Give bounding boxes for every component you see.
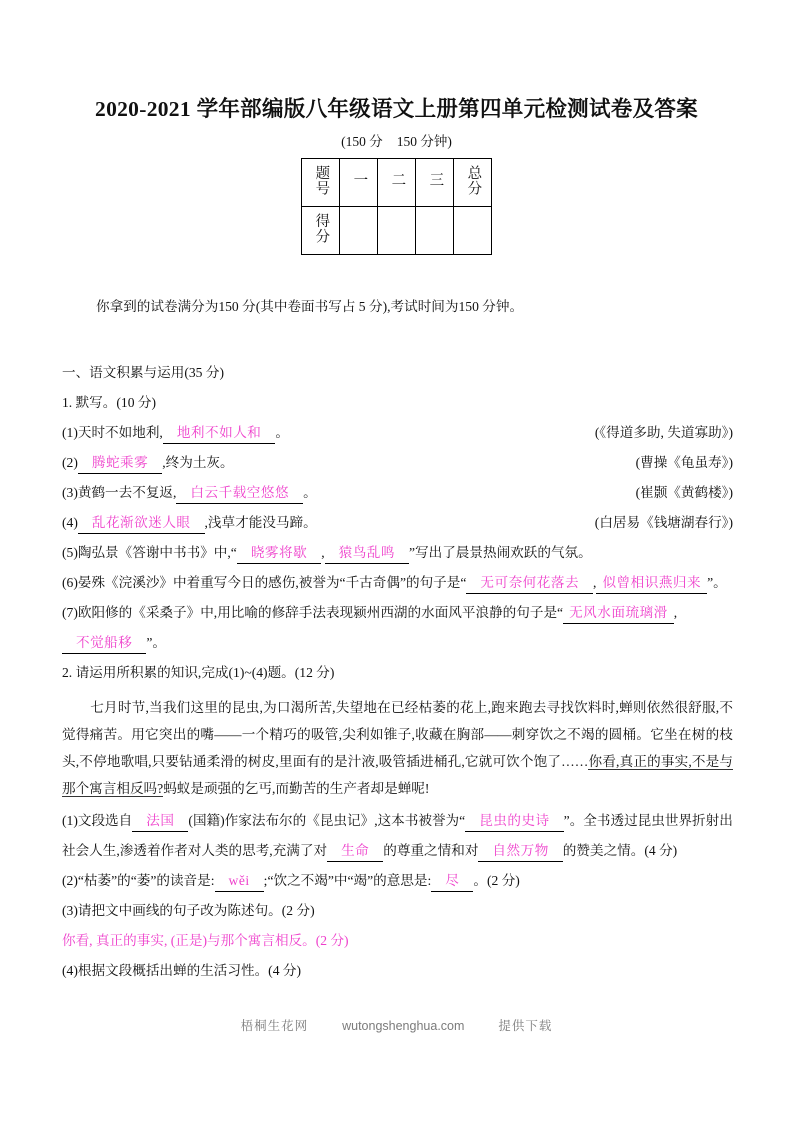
- passage-line-2: 很舒服,不觉得痛苦。用它突出的嘴——一个精巧的吸管,尖利如锥子,收藏在胸部——刺穿饮之不竭的圆: [62, 700, 733, 742]
- question-text: ,: [321, 545, 325, 560]
- question-number: (1): [62, 425, 78, 440]
- question-text: ;“饮之不竭”中“竭”的意思是:: [263, 873, 432, 888]
- citation: (白居易《钱塘湖春行》): [594, 515, 733, 530]
- question-2-3: [62, 896, 733, 926]
- question-text-after: 的赞美之情。(4 分): [562, 843, 678, 858]
- question-number: (2): [62, 455, 78, 470]
- question-number: (4): [62, 515, 78, 530]
- citation: (曹操《龟虽寿》): [635, 455, 733, 470]
- question-text: 晏殊《浣溪沙》中着重写今日的感伤,被誉为“千古奇偶”的句子是“: [77, 575, 467, 590]
- answer-blank[interactable]: 法国: [132, 811, 188, 832]
- question-text: ”。全书透过昆虫世界折射出社会人生,渗透着作者对人类的思考,充满了对: [62, 813, 733, 858]
- question-2-2: [62, 866, 733, 896]
- exam-instruction-note: 你拿到的试卷满分为150 分(其中卷面书写占 5 分),考试时间为150 分钟。: [96, 299, 524, 314]
- exam-meta-line: [0, 130, 793, 150]
- question-text: 天时不如地利,: [77, 425, 163, 440]
- question-text: 陶弘景《答谢中书书》中,“: [77, 545, 237, 560]
- question-1-6: [62, 568, 733, 598]
- question-text: 请把文中画线的句子改为陈述句。(2 分): [77, 903, 315, 918]
- question-text-after: ”写出了晨景热闹欢跃的气氛。: [408, 545, 592, 560]
- answer-blank[interactable]: 不觉船移: [62, 633, 146, 654]
- question-1-heading: 1. 默写。(10 分): [62, 395, 157, 410]
- total-score-label: (150 分: [341, 134, 383, 149]
- answer-blank[interactable]: 腾蛇乘雾: [78, 453, 162, 474]
- question-text: 根据文段概括出蝉的生活习性。(4 分): [77, 963, 302, 978]
- question-number: (3): [62, 903, 78, 918]
- section-heading-1: 一、语文积累与运用(35 分): [62, 365, 224, 380]
- score-table-header-cell: 二: [378, 159, 416, 207]
- question-2-heading: 2. 请运用所积累的知识,完成(1)~(4)题。(12 分): [62, 665, 335, 680]
- question-text-after: 。(2 分): [473, 873, 520, 888]
- score-table-header-cell: 题号: [302, 159, 340, 207]
- table-row: [302, 159, 492, 207]
- answer-blank[interactable]: 乱花渐欲迷人眼: [78, 513, 205, 534]
- question-number: (3): [62, 485, 78, 500]
- passage-tail: 蚂蚁是顽强的乞丐,而勤苦的生产者却是蝉呢!: [163, 781, 430, 796]
- score-table-value-cell[interactable]: [340, 207, 378, 255]
- question-text: (国籍)作家法布尔的《昆虫记》,这本书被誉为“: [188, 813, 466, 828]
- score-table-label-cell: 得分: [302, 207, 340, 255]
- score-table-value-cell[interactable]: [416, 207, 454, 255]
- footer-url[interactable]: wutongshenghua.com: [342, 1019, 465, 1033]
- citation: (《得道多助, 失道寡助》): [594, 425, 733, 440]
- question-text-after: 。: [303, 485, 317, 500]
- question-2-1: [62, 806, 733, 866]
- answer-blank[interactable]: 生命: [327, 841, 383, 862]
- question-number: (6): [62, 575, 78, 590]
- exam-content: [62, 358, 733, 986]
- question-text: ,: [673, 605, 678, 620]
- page-title: 2020-2021 学年部编版八年级语文上册第四单元检测试卷及答案: [95, 97, 698, 121]
- question-number: (4): [62, 963, 78, 978]
- reading-passage: [62, 694, 733, 802]
- passage-ellipsis: 了……: [547, 754, 589, 769]
- question-1-5: [62, 538, 733, 568]
- score-table-value-cell[interactable]: [378, 207, 416, 255]
- question-number: (2): [62, 873, 78, 888]
- score-table-header-cell: 三: [416, 159, 454, 207]
- question-text-after: ,终为土灰。: [162, 455, 234, 470]
- table-row: [302, 207, 492, 255]
- question-text: 文段选自: [77, 813, 133, 828]
- question-number: (1): [62, 813, 78, 828]
- answer-blank[interactable]: 自然万物: [478, 841, 562, 862]
- question-text-after: ,浅草才能没马蹄。: [204, 515, 317, 530]
- score-table-container: [0, 158, 793, 255]
- question-1-2: [62, 448, 733, 478]
- answer-blank[interactable]: 昆虫的史诗: [465, 811, 563, 832]
- question-1-1: [62, 418, 733, 448]
- score-table-value-cell[interactable]: [454, 207, 492, 255]
- question-text-after: 。: [275, 425, 289, 440]
- question-1-7: [62, 598, 733, 658]
- footer-site-name: 梧桐生花网: [240, 1019, 309, 1033]
- footer: [0, 1016, 793, 1034]
- question-number: (7): [62, 605, 78, 620]
- answer-blank[interactable]: 白云千载空悠悠: [176, 483, 303, 504]
- question-1-4: [62, 508, 733, 538]
- answer-blank[interactable]: 猿鸟乱鸣: [325, 543, 409, 564]
- question-2-4: [62, 956, 733, 986]
- question-text-after: ”。: [146, 635, 167, 650]
- score-table: [301, 158, 492, 255]
- passage-underlined-sentence: 你看,真正的事实,不是与那个寓言相反吗?: [62, 754, 734, 796]
- question-text: ,: [593, 575, 597, 590]
- passage-line-3a: 桶。它坐在树的枝头,不停地歌唱,只要钻通柔滑的树皮,里面有的是汁液,吸管插进桶孔,它就可饮个饱: [62, 727, 734, 769]
- question-2-3-answer: 你看, 真正的事实, (正是)与那个寓言相反。(2 分): [62, 933, 349, 948]
- score-table-header-cell: 一: [340, 159, 378, 207]
- question-1-3: [62, 478, 733, 508]
- question-text-after: ”。: [707, 575, 727, 590]
- question-number: (5): [62, 545, 78, 560]
- answer-blank[interactable]: 地利不如人和: [163, 423, 276, 444]
- question-text: 欧阳修的《采桑子》中,用比喻的修辞手法表现颍州西湖的水面风平浪静的句子是“: [77, 605, 564, 620]
- answer-blank[interactable]: 晓雾将歇: [237, 543, 321, 564]
- total-duration-label: 150 分钟): [396, 134, 452, 149]
- answer-blank[interactable]: 无可奈何花落去: [466, 573, 593, 594]
- citation: (崔颢《黄鹤楼》): [635, 485, 733, 500]
- answer-blank[interactable]: 无风水面琉璃滑: [563, 603, 674, 624]
- question-text: “枯萎”的“萎”的读音是:: [77, 873, 215, 888]
- answer-blank[interactable]: 尽: [431, 871, 473, 892]
- question-text: 的尊重之情和对: [383, 843, 479, 858]
- passage-line-1: 七月时节,当我们这里的昆虫,为口渴所苦,失望地在已经枯萎的花上,跑来跑去寻找饮料时,蝉则依然: [90, 700, 675, 715]
- answer-blank[interactable]: 似曾相识燕归来: [596, 573, 707, 594]
- question-text: 黄鹤一去不复返,: [77, 485, 177, 500]
- answer-blank-pinyin[interactable]: wěi: [215, 871, 264, 892]
- score-table-header-cell: 总分: [454, 159, 492, 207]
- footer-action-label: 提供下载: [498, 1019, 553, 1033]
